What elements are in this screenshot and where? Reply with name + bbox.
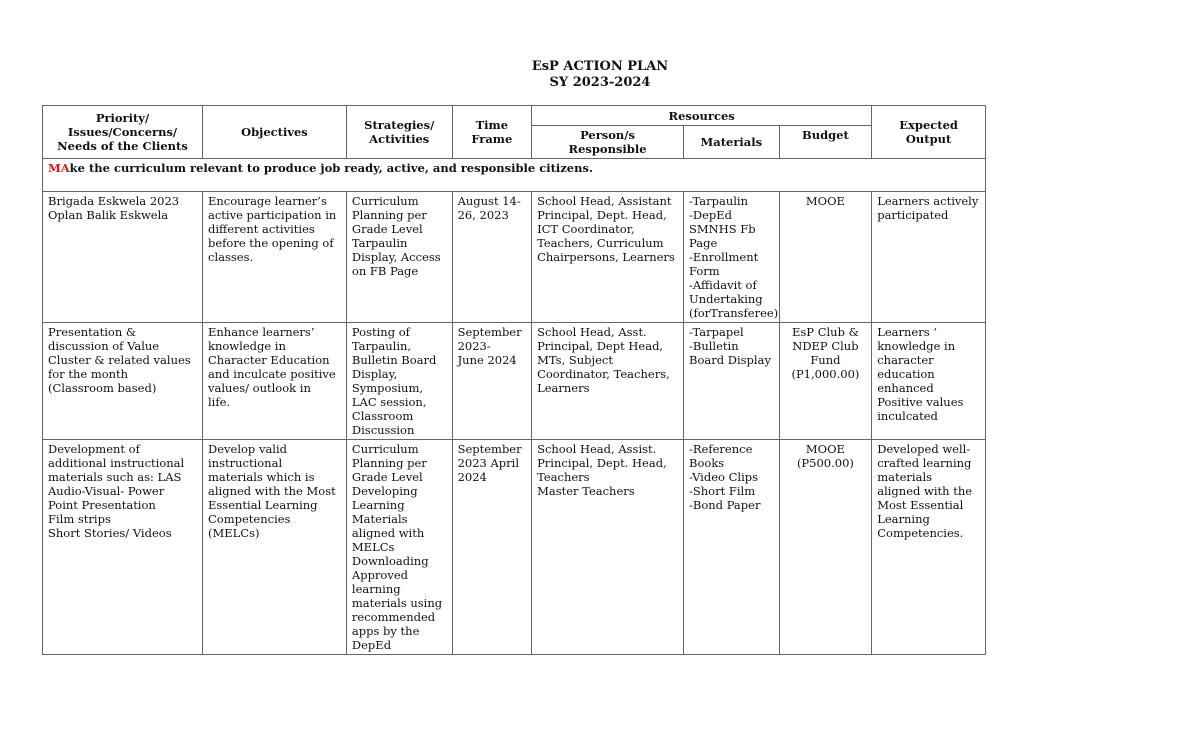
cell-line: materials which is <box>208 470 315 484</box>
cell-line: Film strips <box>48 512 111 526</box>
cell-line: Principal, Dept Head, <box>537 339 664 353</box>
header-priority-line: Needs of the Clients <box>57 139 188 153</box>
header-time-frame-line: Frame <box>471 132 513 146</box>
cell-line: MOOE <box>805 194 845 208</box>
cell-line: aligned with <box>351 526 425 540</box>
cell-line: Develop valid <box>208 442 288 456</box>
cell-line: crafted learning <box>877 456 972 470</box>
goal-banner-text: ke the curriculum relevant to produce job ready, active, and responsible citizens. <box>69 161 593 175</box>
cell-line: active participation in <box>208 208 337 222</box>
cell-line: Downloading <box>351 554 429 568</box>
cell-line: values/ outlook in <box>208 381 311 395</box>
cell-line: character <box>877 353 934 367</box>
cell-budget <box>779 323 872 440</box>
cell-line: aligned with the Most <box>208 484 336 498</box>
cell-budget <box>779 440 872 655</box>
header-time-frame-line: Time <box>475 118 509 132</box>
cell-line: -Tarpaulin <box>689 194 749 208</box>
cell-line: Tarpaulin <box>351 236 408 250</box>
cell-line: Learning <box>351 498 405 512</box>
header-strategies <box>346 106 452 159</box>
cell-objectives <box>203 323 347 440</box>
cell-line: instructional <box>208 456 283 470</box>
cell-line: -Short Film <box>689 484 756 498</box>
cell-line: Materials <box>351 512 408 526</box>
cell-line: Learners actively <box>877 194 979 208</box>
cell-expected-output <box>872 323 986 440</box>
header-strategies-line: Activities <box>369 132 430 146</box>
header-persons-line: Person/s <box>580 128 635 142</box>
cell-priority <box>43 192 203 323</box>
cell-line: Bulletin Board <box>351 353 437 367</box>
header-strategies-line: Strategies/ <box>364 118 435 132</box>
goal-banner-highlight: MA <box>48 161 70 175</box>
cell-line: Developing <box>351 484 418 498</box>
cell-time-frame <box>452 192 532 323</box>
cell-line: Teachers, Curriculum <box>537 236 664 250</box>
cell-line: (P1,000.00) <box>791 367 860 381</box>
cell-line: Symposium, <box>351 381 424 395</box>
header-persons-line: Responsible <box>568 142 647 156</box>
cell-line: ICT Coordinator, <box>537 222 635 236</box>
cell-line: Presentation & <box>48 325 137 339</box>
cell-line: -Affidavit of <box>689 278 757 292</box>
cell-line: DepEd <box>351 638 392 652</box>
cell-line: Competencies <box>208 512 291 526</box>
cell-line: Posting of <box>351 325 410 339</box>
cell-strategies <box>346 323 452 440</box>
cell-line: Essential Learning <box>208 498 318 512</box>
cell-line: (Classroom based) <box>48 381 157 395</box>
header-materials: Materials <box>684 126 780 159</box>
table-row <box>43 323 986 440</box>
cell-line: Approved <box>351 568 409 582</box>
cell-line: Undertaking <box>689 292 763 306</box>
cell-line: Learners ‘ <box>877 325 937 339</box>
cell-line: Fund <box>810 353 841 367</box>
cell-line: materials such as: LAS <box>48 470 182 484</box>
header-priority <box>43 106 203 159</box>
cell-line: School Head, Asst. <box>537 325 647 339</box>
cell-line: education <box>877 367 935 381</box>
cell-line: Classroom <box>351 409 414 423</box>
cell-line: School Head, Assist. <box>537 442 657 456</box>
cell-strategies <box>346 440 452 655</box>
cell-line: Teachers <box>537 470 590 484</box>
cell-strategies <box>346 192 452 323</box>
cell-line: enhanced <box>877 381 934 395</box>
cell-line: Principal, Dept. Head, <box>537 456 667 470</box>
cell-line: Discussion <box>351 423 415 437</box>
cell-line: June 2024 <box>457 353 517 367</box>
cell-line: Display, <box>351 367 398 381</box>
cell-line: -Video Clips <box>689 470 759 484</box>
cell-line: Cluster & related values <box>48 353 191 367</box>
cell-line: MTs, Subject <box>537 353 613 367</box>
cell-line: Most Essential <box>877 498 964 512</box>
cell-time-frame <box>452 323 532 440</box>
cell-line: Master Teachers <box>537 484 635 498</box>
header-expected-line: Expected <box>899 118 958 132</box>
cell-line: Short Stories/ Videos <box>48 526 172 540</box>
cell-line: Form <box>689 264 720 278</box>
cell-line: Books <box>689 456 725 470</box>
cell-line: MELCs <box>351 540 395 554</box>
cell-line: -Enrollment <box>689 250 759 264</box>
cell-line: inculcated <box>877 409 938 423</box>
cell-line: -Bond Paper <box>689 498 761 512</box>
cell-materials <box>684 323 780 440</box>
cell-line: (P500.00) <box>796 456 854 470</box>
cell-priority <box>43 323 203 440</box>
cell-expected-output <box>872 192 986 323</box>
header-persons-responsible <box>532 126 684 159</box>
header-priority-line: Issues/Concerns/ <box>67 125 178 139</box>
cell-line: Board Display <box>689 353 771 367</box>
cell-line: Planning per <box>351 456 427 470</box>
cell-line: MOOE <box>805 442 845 456</box>
cell-line: Curriculum <box>351 194 419 208</box>
cell-expected-output <box>872 440 986 655</box>
cell-line: Competencies. <box>877 526 964 540</box>
cell-line: Grade Level <box>351 470 423 484</box>
header-budget: Budget <box>779 126 872 159</box>
cell-line: 2024 <box>457 470 487 484</box>
header-time-frame <box>452 106 532 159</box>
cell-line: discussion of Value <box>48 339 160 353</box>
cell-line: on FB Page <box>351 264 419 278</box>
cell-line: Display, Access <box>351 250 441 264</box>
cell-line: Oplan Balik Eskwela <box>48 208 169 222</box>
goal-banner <box>43 159 986 192</box>
cell-line: materials using <box>351 596 443 610</box>
cell-line: apps by the <box>351 624 420 638</box>
table-row <box>43 440 986 655</box>
cell-line: Coordinator, Teachers, <box>537 367 670 381</box>
cell-line: Positive values <box>877 395 964 409</box>
cell-line: Point Presentation <box>48 498 156 512</box>
cell-line: September <box>457 442 522 456</box>
cell-line: -Tarpapel <box>689 325 744 339</box>
cell-line: Enhance learners’ <box>208 325 315 339</box>
cell-line: Grade Level <box>351 222 423 236</box>
cell-objectives <box>203 192 347 323</box>
cell-line: Learning <box>877 512 930 526</box>
cell-line: School Head, Assistant <box>537 194 672 208</box>
cell-line: before the opening of <box>208 236 334 250</box>
cell-line: different activities <box>208 222 315 236</box>
cell-line: 2023 April <box>457 456 520 470</box>
header-expected-line: Output <box>905 132 952 146</box>
cell-line: -Bulletin <box>689 339 739 353</box>
cell-line: life. <box>208 395 231 409</box>
cell-line: Chairpersons, Learners <box>537 250 675 264</box>
header-resources: Resources <box>532 106 872 126</box>
cell-line: for the month <box>48 367 129 381</box>
cell-materials <box>684 440 780 655</box>
cell-line: August 14- <box>457 194 521 208</box>
cell-line: Tarpaulin, <box>351 339 412 353</box>
cell-line: materials <box>877 470 933 484</box>
cell-line: classes. <box>208 250 254 264</box>
cell-line: -DepEd <box>689 208 733 222</box>
cell-line: Audio-Visual- Power <box>48 484 165 498</box>
cell-line: 2023- <box>457 339 491 353</box>
cell-line: and inculcate positive <box>208 367 336 381</box>
cell-line: Planning per <box>351 208 427 222</box>
cell-line: Character Education <box>208 353 330 367</box>
action-plan-table <box>42 105 986 655</box>
cell-materials <box>684 192 780 323</box>
cell-line: knowledge in <box>877 339 956 353</box>
cell-line: aligned with the <box>877 484 973 498</box>
cell-line: Development of <box>48 442 140 456</box>
cell-objectives <box>203 440 347 655</box>
cell-persons <box>532 323 684 440</box>
cell-persons <box>532 192 684 323</box>
cell-line: recommended <box>351 610 436 624</box>
header-priority-line: Priority/ <box>95 111 150 125</box>
cell-line: LAC session, <box>351 395 427 409</box>
cell-time-frame <box>452 440 532 655</box>
document-title: EsP ACTION PLAN <box>531 59 669 74</box>
cell-line: Brigada Eskwela 2023 <box>48 194 180 208</box>
cell-line: SMNHS Fb <box>689 222 756 236</box>
cell-line: Page <box>689 236 718 250</box>
header-expected-output <box>872 106 986 159</box>
cell-persons <box>532 440 684 655</box>
school-year: SY 2023-2024 <box>549 75 651 90</box>
header-objectives: Objectives <box>203 106 347 159</box>
cell-line: September <box>457 325 522 339</box>
cell-line: Developed well- <box>877 442 971 456</box>
table-row <box>43 192 986 323</box>
cell-line: -Reference <box>689 442 753 456</box>
cell-line: Principal, Dept. Head, <box>537 208 667 222</box>
cell-budget <box>779 192 872 323</box>
cell-line: (forTransferee) <box>689 306 779 320</box>
cell-line: additional instructional <box>48 456 185 470</box>
cell-line: learning <box>351 582 401 596</box>
cell-line: Encourage learner’s <box>208 194 327 208</box>
cell-line: 26, 2023 <box>457 208 509 222</box>
cell-priority <box>43 440 203 655</box>
cell-line: (MELCs) <box>208 526 260 540</box>
cell-line: participated <box>877 208 949 222</box>
cell-line: Curriculum <box>351 442 419 456</box>
cell-line: knowledge in <box>208 339 286 353</box>
cell-line: Learners <box>537 381 590 395</box>
cell-line: NDEP Club <box>792 339 859 353</box>
cell-line: EsP Club & <box>792 325 859 339</box>
